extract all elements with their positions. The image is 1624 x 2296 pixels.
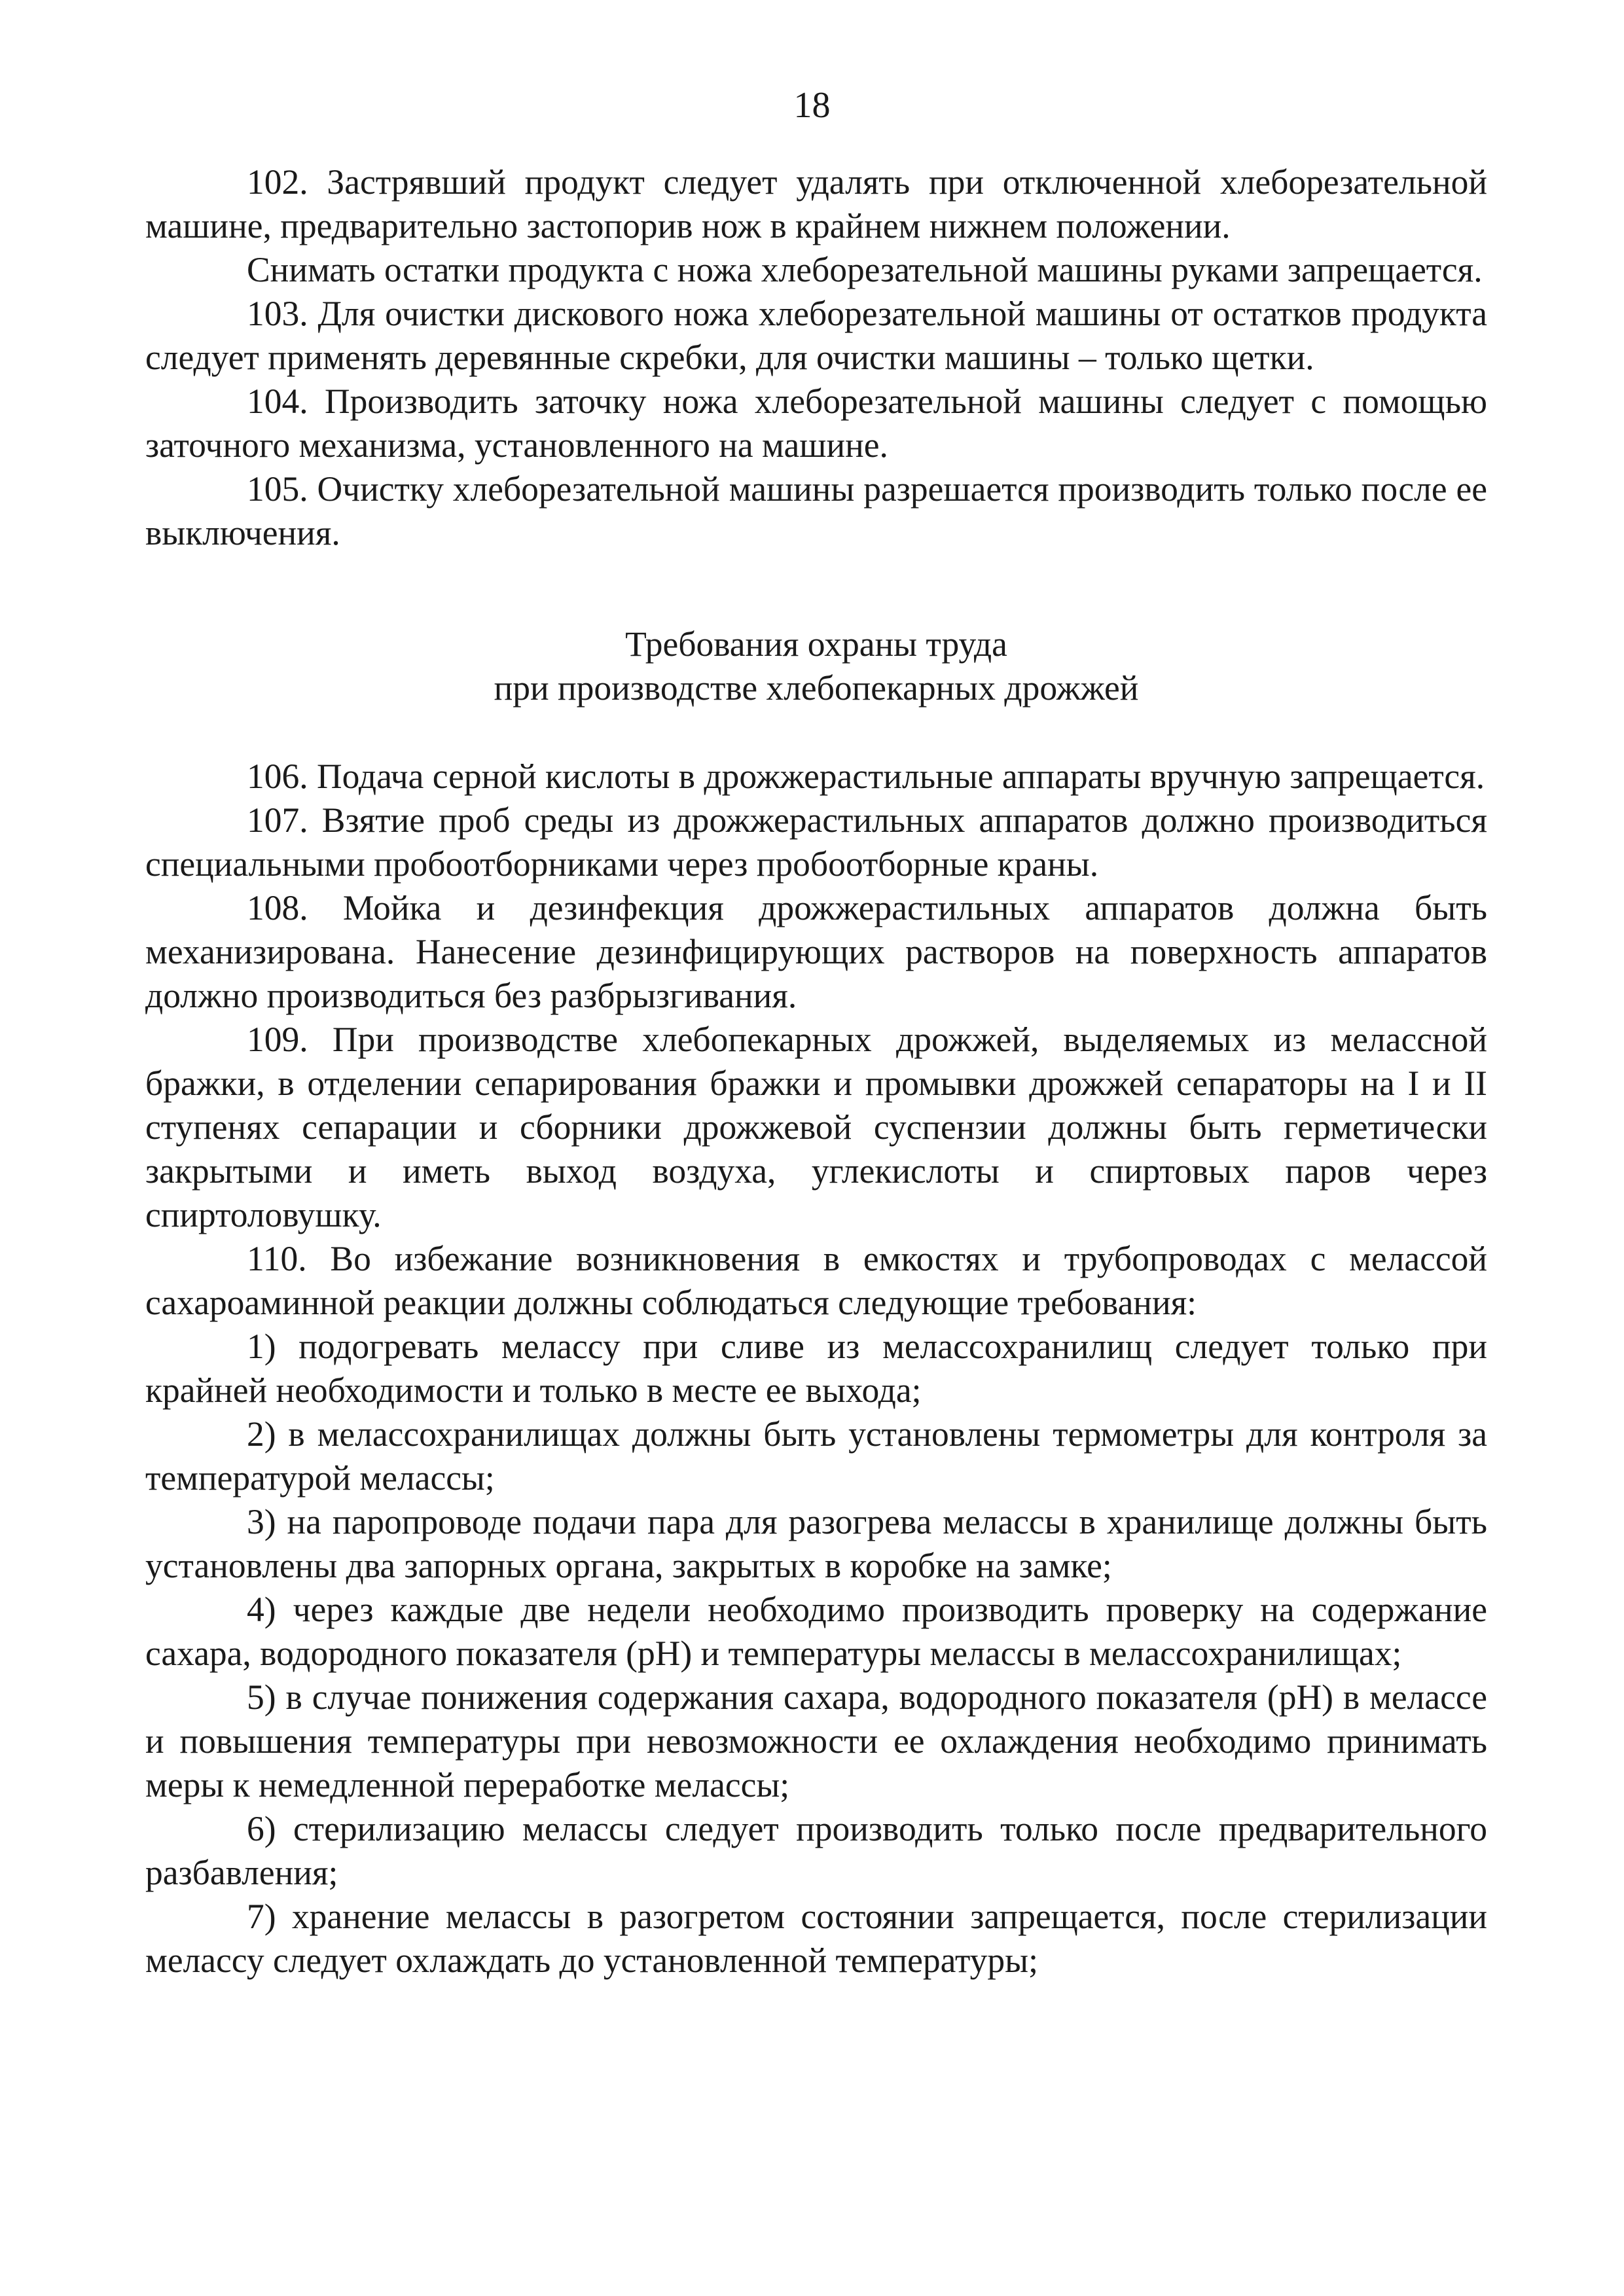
section-heading-line-1: Требования охраны труда xyxy=(625,624,1007,664)
list-item-5: 5) в случае понижения содержания сахара, водородного показателя (pH) в мелассе и повышения температуры при невозможности ее охлаждения необходимо принимать меры к немедленной переработке мелассы; xyxy=(145,1677,1487,1804)
list-item-6: 6) стерилизацию мелассы следует производить только после предварительного разбавления; xyxy=(145,1809,1487,1892)
paragraph-109: 109. При производстве хлебопекарных дрожжей, выделяемых из мелассной бражки, в отделении сепарирования бражки и промывки дрожжей сепараторы на I и II ступенях сепарации и сборники дрожжевой суспензии должны быть герметически закрытыми и иметь выход воздуха, углекислоты и спиртовых паров через спиртоловушку. xyxy=(145,1020,1487,1234)
paragraph-110: 110. Во избежание возникновения в емкостях и трубопроводах с мелассой сахароаминной реакции должны соблюдаться следующие требования: xyxy=(145,1239,1487,1322)
paragraph-105: 105. Очистку хлеборезательной машины разрешается производить только после ее выключения. xyxy=(145,469,1487,552)
paragraph-103: 103. Для очистки дискового ножа хлеборезательной машины от остатков продукта следует применять деревянные скребки, для очистки машины – только щетки. xyxy=(145,294,1487,377)
paragraph-108: 108. Мойка и дезинфекция дрожжерастильных аппаратов должна быть механизирована. Нанесение дезинфицирующих растворов на поверхность аппаратов должно производиться без разбрызгивания. xyxy=(145,888,1487,1015)
section-heading-line-2: при производстве хлебопекарных дрожжей xyxy=(494,668,1139,708)
list-item-2: 2) в мелассохранилищах должны быть установлены термометры для контроля за температурой мелассы; xyxy=(145,1414,1487,1498)
page-number: 18 xyxy=(793,85,831,126)
section-heading xyxy=(145,622,1487,710)
document-body xyxy=(145,160,1487,1982)
paragraph-102-note: Снимать остатки продукта с ножа хлеборезательной машины руками запрещается. xyxy=(247,250,1483,289)
list-item-1: 1) подогревать мелассу при сливе из мелассохранилищ следует только при крайней необходимости и только в месте ее выхода; xyxy=(145,1327,1487,1410)
paragraph-106: 106. Подача серной кислоты в дрожжерастильные аппараты вручную запрещается. xyxy=(247,757,1485,796)
paragraph-107: 107. Взятие проб среды из дрожжерастильных аппаратов должно производиться специальными пробоотборниками через пробоотборные краны. xyxy=(145,800,1487,884)
list-item-3: 3) на паропроводе подачи пара для разогрева мелассы в хранилище должны быть установлены два запорных органа, закрытых в коробке на замке; xyxy=(145,1502,1487,1585)
paragraph-104: 104. Производить заточку ножа хлеборезательной машины следует с помощью заточного механизма, установленного на машине. xyxy=(145,382,1487,465)
list-item-4: 4) через каждые две недели необходимо производить проверку на содержание сахара, водородного показателя (pH) и температуры мелассы в мелассохранилищах; xyxy=(145,1590,1487,1673)
paragraph-102: 102. Застрявший продукт следует удалять при отключенной хлеборезательной машине, предварительно застопорив нож в крайнем нижнем положении. xyxy=(145,162,1487,245)
list-item-7: 7) хранение мелассы в разогретом состоянии запрещается, после стерилизации мелассу следует охлаждать до установленной температуры; xyxy=(145,1897,1487,1980)
